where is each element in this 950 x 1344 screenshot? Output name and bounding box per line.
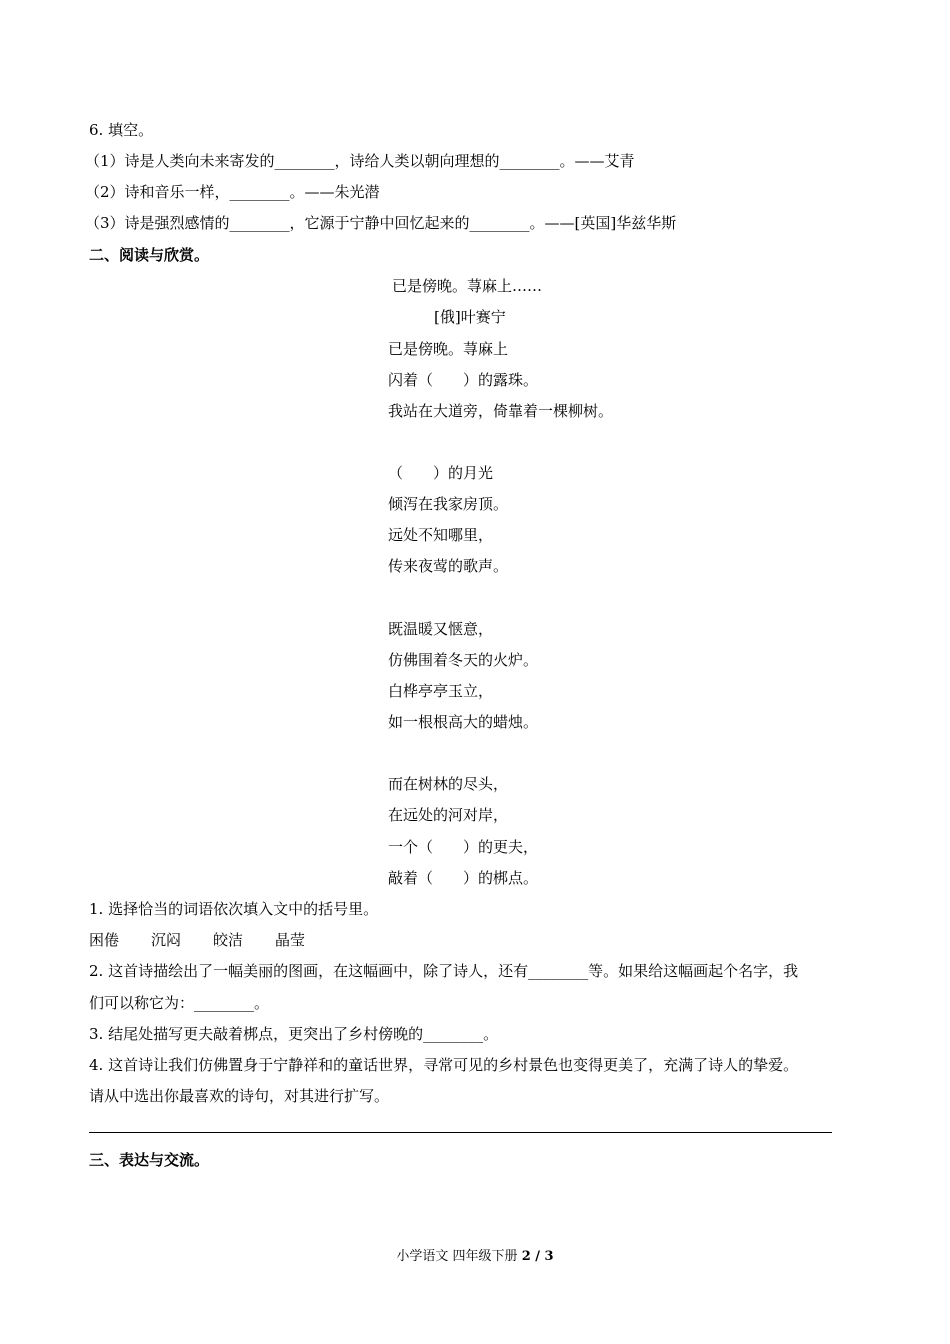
poem-title: 已是傍晚。荨麻上…… <box>392 277 543 295</box>
question-4-line-2: 请从中选出你最喜欢的诗句，对其进行扩写。 <box>89 1087 390 1105</box>
page-footer <box>0 1248 950 1266</box>
poem-line: 已是傍晚。荨麻上 <box>388 340 509 358</box>
poem-line: 远处不知哪里， <box>388 526 494 544</box>
question-4-line-1: 4. 这首诗让我们仿佛置身于宁静祥和的童话世界，寻常可见的乡村景色也变得更美了，充满了诗人的挚爱。 <box>89 1056 799 1074</box>
word-choice: 沉闷 <box>151 931 182 949</box>
poem-line: 敲着（ ）的梆点。 <box>388 869 539 887</box>
question-1: 1. 选择恰当的词语依次填入文中的括号里。 <box>89 900 379 918</box>
q6-title: 6. 填空。 <box>89 121 154 139</box>
page-number: 2 / 3 <box>521 1249 554 1264</box>
word-choices <box>89 930 337 950</box>
poem-line: 既温暖又惬意， <box>388 620 494 638</box>
footer-label: 小学语文 四年级下册 <box>396 1249 522 1264</box>
poem-line: 我站在大道旁，倚靠着一棵柳树。 <box>388 402 614 420</box>
answer-line <box>89 1132 832 1133</box>
poem-line: 传来夜莺的歌声。 <box>388 557 509 575</box>
poem-line: 如一根根高大的蜡烛。 <box>388 713 539 731</box>
poem-line: 闪着（ ）的露珠。 <box>388 371 539 389</box>
poem-author: [俄]叶赛宁 <box>434 308 506 326</box>
section-3-heading: 三、表达与交流。 <box>89 1151 210 1169</box>
poem-line: （ ）的月光 <box>388 464 494 482</box>
poem-line: 在远处的河对岸， <box>388 806 509 824</box>
question-3: 3. 结尾处描写更夫敲着梆点，更突出了乡村傍晚的________。 <box>89 1025 499 1043</box>
question-2-line-2: 们可以称它为：________。 <box>89 994 270 1012</box>
poem-line: 倾泻在我家房顶。 <box>388 495 509 513</box>
poem-line: 一个（ ）的更夫， <box>388 838 539 856</box>
poem-line: 而在树林的尽头， <box>388 775 509 793</box>
question-2-line-1: 2. 这首诗描绘出了一幅美丽的图画，在这幅画中，除了诗人，还有________等。如果给这幅画起个名字，我 <box>89 962 799 980</box>
word-choice: 晶莹 <box>275 931 306 949</box>
section-2-heading: 二、阅读与欣赏。 <box>89 246 210 264</box>
poem-line: 仿佛围着冬天的火炉。 <box>388 651 539 669</box>
q6-item-1: （1）诗是人类向未来寄发的________，诗给人类以朝向理想的________。——艾青 <box>85 152 635 170</box>
word-choice: 皎洁 <box>213 931 244 949</box>
poem-line: 白桦亭亭玉立， <box>388 682 494 700</box>
word-choice: 困倦 <box>89 931 120 949</box>
q6-item-3: （3）诗是强烈感情的________，它源于宁静中回忆起来的________。——[英国]华兹华斯 <box>85 214 677 232</box>
q6-item-2: （2）诗和音乐一样，________。——朱光潜 <box>85 183 380 201</box>
